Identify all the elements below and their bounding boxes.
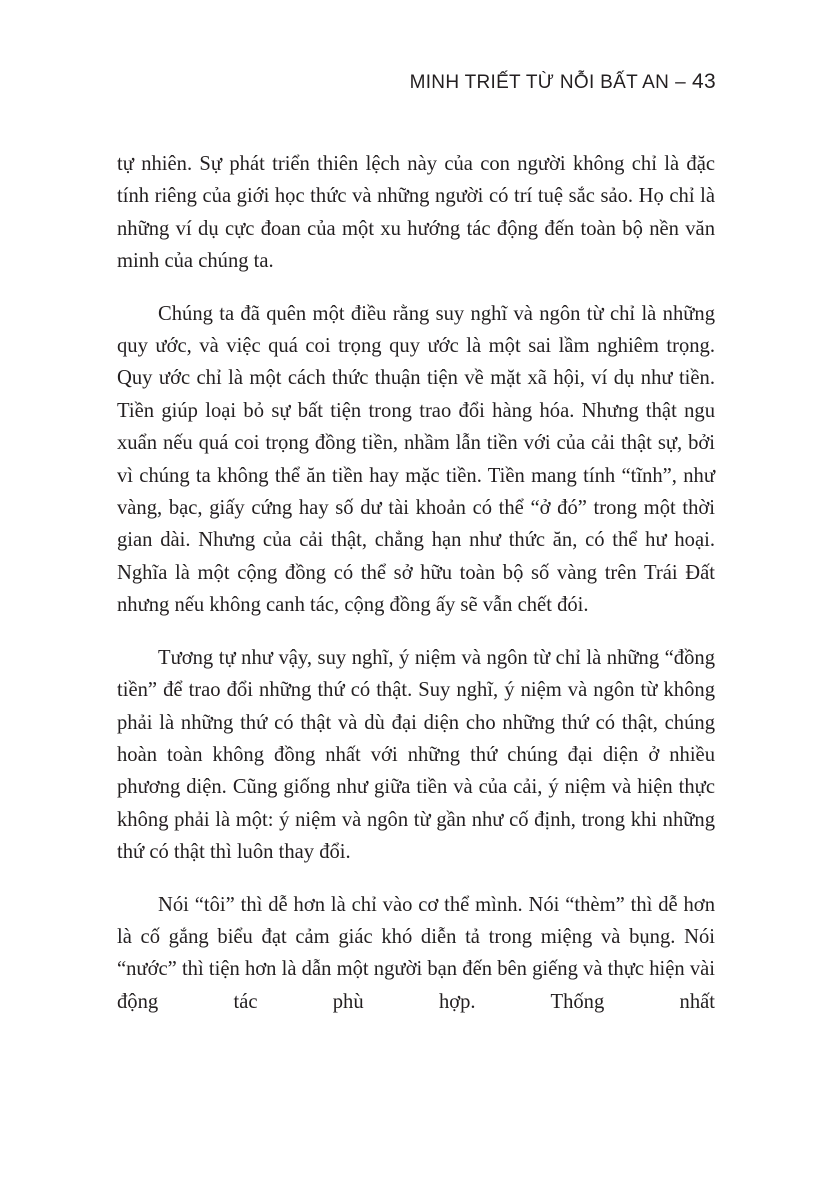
paragraph-4: Nói “tôi” thì dễ hơn là chỉ vào cơ thể mình. Nói “thèm” thì dễ hơn là cố gắng biểu đạt cảm giác khó diễn tả trong miệng và bụng. Nói “nước” thì tiện hơn là dẫn một người bạn đến bên giếng và thực hiện vài động tác phù hợp. Thống nhất: [117, 893, 715, 1013]
header-separator: –: [675, 72, 687, 93]
body-text: [117, 148, 715, 1038]
paragraph-3: Tương tự như vậy, suy nghĩ, ý niệm và ngôn từ chỉ là những “đồng tiền” để trao đổi những thứ có thật. Suy nghĩ, ý niệm và ngôn từ không phải là những thứ có thật và dù đại diện cho những thứ có thật, chúng hoàn toàn không đồng nhất với những thứ chúng đại diện ở nhiều phương diện. Cũng giống như giữa tiền và của cải, ý niệm và hiện thực không phải là một: ý niệm và ngôn từ gần như cố định, trong khi những thứ có thật thì luôn thay đổi.: [117, 646, 715, 864]
running-header: [410, 70, 716, 94]
paragraph-2: Chúng ta đã quên một điều rằng suy nghĩ và ngôn từ chỉ là những quy ước, và việc quá coi trọng quy ước là một sai lầm nghiêm trọng. Quy ước chỉ là một cách thức thuận tiện về mặt xã hội, ví dụ như tiền. Tiền giúp loại bỏ sự bất tiện trong trao đổi hàng hóa. Nhưng thật ngu xuẩn nếu quá coi trọng đồng tiền, nhầm lẫn tiền với của cải thật sự, bởi vì chúng ta không thể ăn tiền hay mặc tiền. Tiền mang tính “tĩnh”, như vàng, bạc, giấy cứng hay số dư tài khoản có thể “ở đó” trong một thời gian dài. Nhưng của cải thật, chẳng hạn như thức ăn, có thể hư hoại. Nghĩa là một cộng đồng có thể sở hữu toàn bộ số vàng trên Trái Đất nhưng nếu không canh tác, cộng đồng ấy sẽ vẫn chết đói.: [117, 302, 715, 617]
page-number: 43: [692, 70, 716, 93]
paragraph-1: tự nhiên. Sự phát triển thiên lệch này của con người không chỉ là đặc tính riêng của giới học thức và những người có trí tuệ sắc sảo. Họ chỉ là những ví dụ cực đoan của một xu hướng tác động đến toàn bộ nền văn minh của chúng ta.: [117, 153, 715, 273]
running-title: MINH TRIẾT TỪ NỖI BẤT AN: [409, 72, 670, 93]
